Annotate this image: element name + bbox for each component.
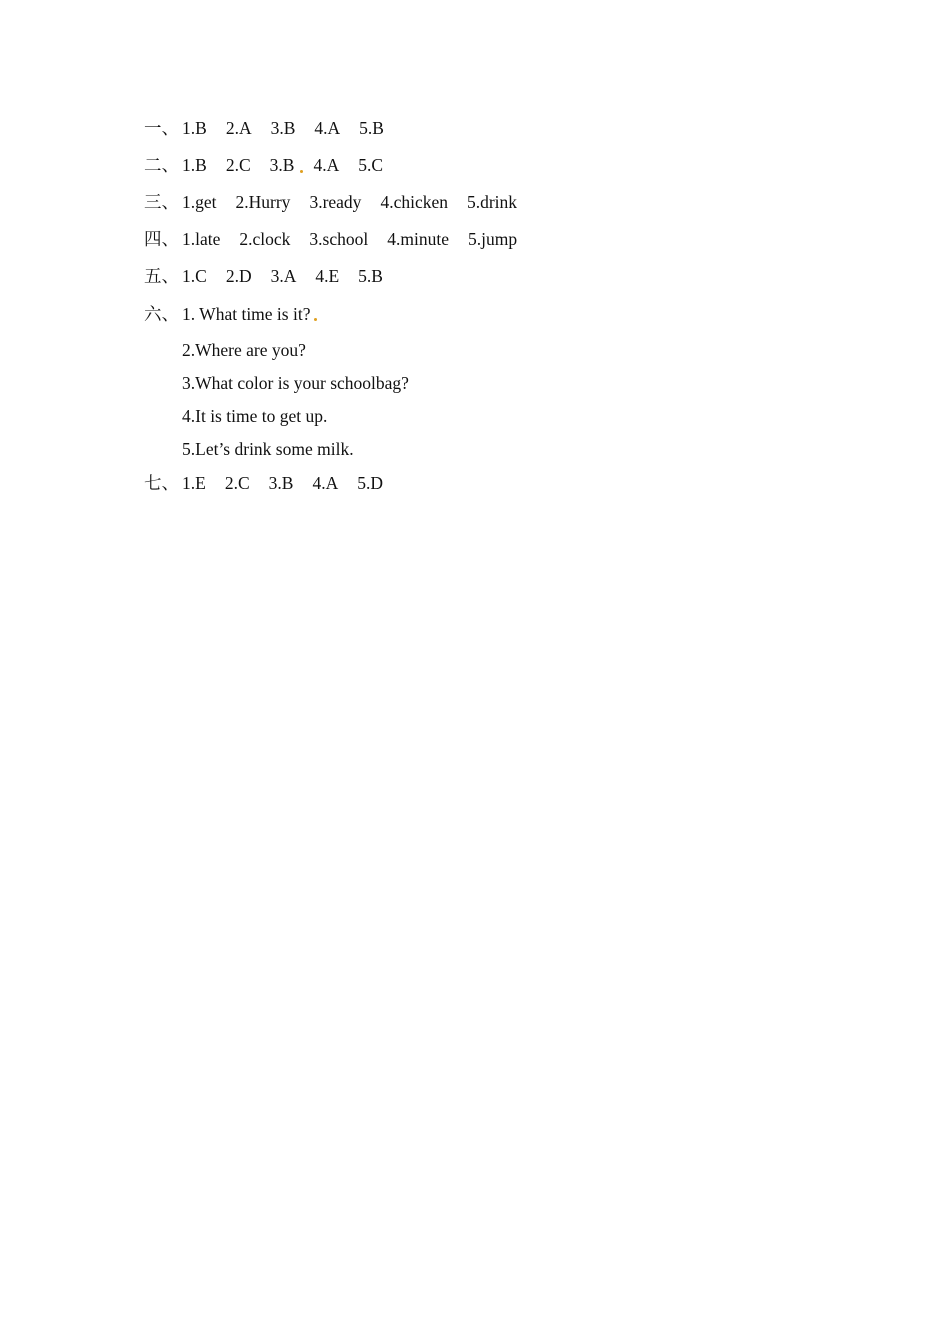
section-number: 七、 [144, 473, 179, 493]
section-5 [144, 264, 383, 288]
answer-item: 2.D [225, 266, 252, 286]
answer-item: 1.B [182, 155, 207, 175]
section-number: 一、 [144, 118, 179, 138]
answer-item: 4.A [314, 118, 341, 138]
answer-item: 2.Hurry [235, 192, 291, 212]
answer-sentence: 5.Let’s drink some milk. [182, 439, 354, 459]
answer-item: 1.C [182, 266, 207, 286]
answer-item: 3.B [270, 118, 296, 138]
answer-item: 1.B [182, 118, 207, 138]
answer-item: 5.C [358, 155, 384, 175]
answer-item: 5.D [357, 473, 383, 493]
answer-item: 5.B [359, 118, 384, 138]
answer-item: 3.ready [309, 192, 362, 212]
section-number: 五、 [144, 266, 179, 286]
answer-item: 5.jump [467, 229, 518, 249]
answer-sentence: 4.It is time to get up. [182, 406, 328, 426]
answer-sentence: 1. What time is it? [182, 304, 311, 324]
section-7 [144, 471, 383, 495]
dot-mark [314, 318, 317, 321]
answer-item: 4.E [315, 266, 340, 286]
answer-item: 4.chicken [380, 192, 448, 212]
answer-item: 1.late [182, 229, 221, 249]
answer-item: 3.school [309, 229, 369, 249]
answer-item: 2.C [224, 473, 250, 493]
dot-mark [300, 170, 303, 173]
answer-item: 5.B [358, 266, 383, 286]
answer-item: 4.A [313, 155, 340, 175]
answer-item: 2.C [225, 155, 251, 175]
section-3 [144, 190, 517, 214]
section-number: 四、 [144, 229, 179, 249]
section-2 [144, 153, 383, 177]
answer-item: 4.A [312, 473, 339, 493]
answer-sentence: 2.Where are you? [182, 340, 306, 360]
section-4 [144, 227, 517, 251]
answer-item: 4.minute [387, 229, 449, 249]
answer-item: 3.B [269, 155, 295, 175]
section-6 [144, 302, 310, 326]
answer-item: 5.drink [466, 192, 518, 212]
section-1 [144, 116, 384, 140]
answer-item: 3.A [270, 266, 297, 286]
answer-item: 1.get [182, 192, 217, 212]
section-number: 二、 [144, 155, 179, 175]
answer-item: 3.B [268, 473, 294, 493]
answer-item: 2.A [225, 118, 252, 138]
answer-item: 1.E [182, 473, 206, 493]
answer-sentence: 3.What color is your schoolbag? [182, 373, 409, 393]
section-number: 三、 [144, 192, 179, 212]
section-number: 六、 [144, 304, 179, 324]
answer-item: 2.clock [239, 229, 291, 249]
